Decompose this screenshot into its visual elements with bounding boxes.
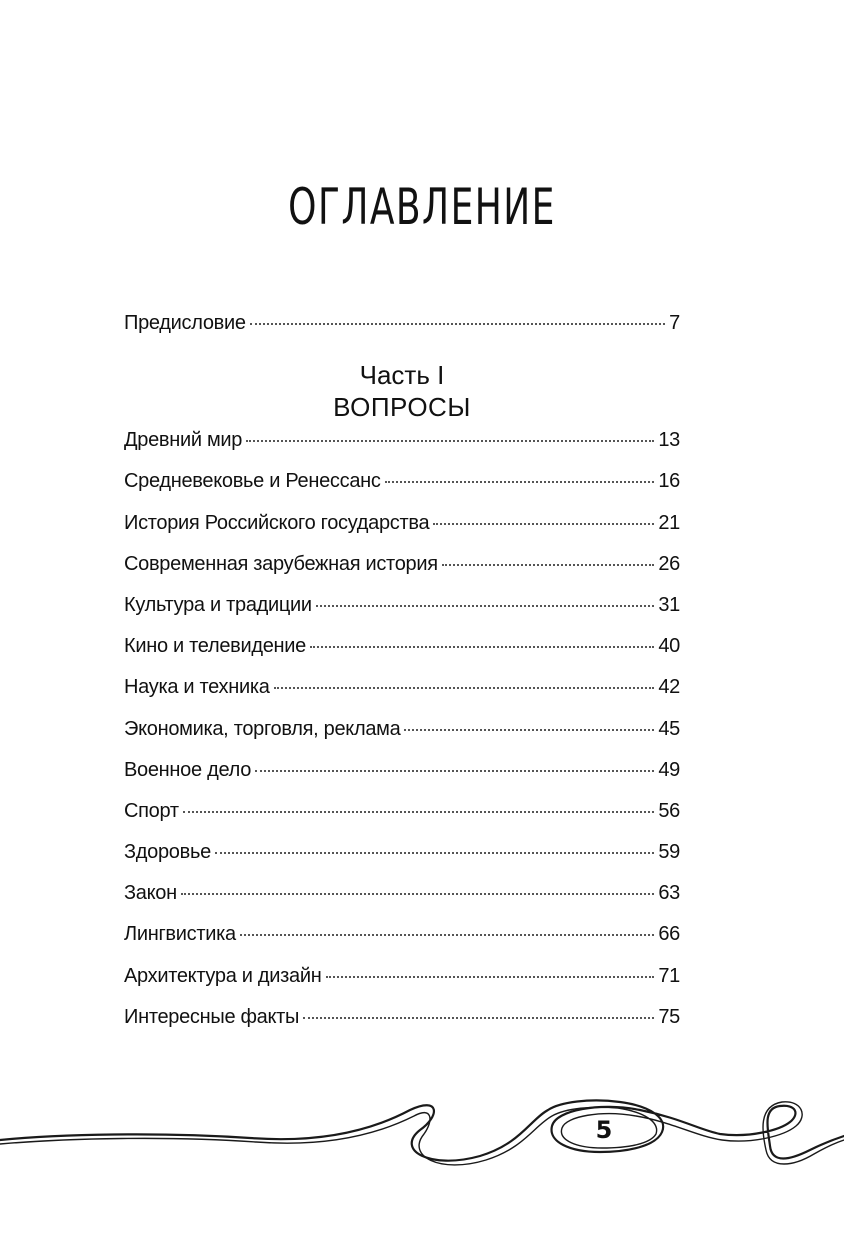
toc-entry[interactable]: [124, 718, 680, 759]
toc-entry-label: Кино и телевидение: [124, 635, 306, 658]
toc-entry[interactable]: [124, 759, 680, 800]
toc-entry[interactable]: [124, 965, 680, 1006]
toc-entry-page: 49: [658, 758, 680, 781]
dot-leader: [181, 893, 654, 895]
page-title: ОГЛАВЛЕНИЕ: [288, 178, 556, 236]
toc-entry-page: 13: [658, 429, 680, 452]
toc-entry[interactable]: [124, 800, 680, 841]
toc-entry-label: Наука и техника: [124, 676, 270, 699]
dot-leader: [303, 1017, 654, 1019]
toc-entry[interactable]: [124, 676, 680, 717]
toc-entry[interactable]: [124, 882, 680, 923]
toc-entry-label: Культура и традиции: [124, 593, 312, 616]
toc-entry-page: 63: [658, 882, 680, 905]
swirl-line: [0, 1100, 844, 1160]
dot-leader: [255, 770, 654, 772]
dot-leader: [433, 523, 654, 525]
toc-entry-label: Закон: [124, 882, 177, 905]
dot-leader: [246, 440, 654, 442]
table-of-contents: [124, 312, 680, 1047]
toc-entry[interactable]: [124, 553, 680, 594]
toc-entry[interactable]: [124, 1006, 680, 1047]
dot-leader: [310, 646, 654, 648]
toc-entry-label: Лингвистика: [124, 923, 236, 946]
toc-entry[interactable]: [124, 512, 680, 553]
toc-entry-page: 66: [658, 923, 680, 946]
toc-entry-label: Предисловие: [124, 312, 246, 334]
swirl-ornament: [0, 1090, 844, 1190]
toc-entry[interactable]: [124, 841, 680, 882]
dot-leader: [240, 934, 655, 936]
toc-entry-page: 75: [658, 1005, 680, 1028]
toc-entry-page: 71: [658, 964, 680, 987]
toc-entry[interactable]: [124, 594, 680, 635]
toc-entry-label: История Российского государства: [124, 511, 430, 534]
dot-leader: [274, 687, 655, 689]
toc-entry-page: 26: [658, 552, 680, 575]
part-heading: [124, 359, 680, 423]
toc-entry-page: 45: [658, 717, 680, 740]
toc-entry-page: 56: [658, 799, 680, 822]
toc-entry-page: 21: [658, 511, 680, 534]
dot-leader: [404, 729, 654, 731]
part-title: ВОПРОСЫ: [333, 392, 471, 423]
toc-entry-label: Интересные факты: [124, 1005, 300, 1028]
toc-entry[interactable]: [124, 923, 680, 964]
page-number: 5: [595, 1116, 613, 1144]
toc-list: [124, 429, 680, 1047]
toc-entry-label: Экономика, торговля, реклама: [124, 717, 401, 740]
dot-leader: [385, 481, 655, 483]
dot-leader: [326, 976, 655, 978]
toc-entry-page: 59: [658, 841, 680, 864]
toc-entry[interactable]: [124, 429, 680, 470]
toc-entry-label: Архитектура и дизайн: [124, 964, 322, 987]
toc-entry-page: 31: [658, 593, 680, 616]
toc-entry-page: 40: [658, 635, 680, 658]
dot-leader: [316, 605, 655, 607]
dot-leader: [215, 852, 654, 854]
toc-entry-label: Древний мир: [124, 429, 243, 452]
dot-leader: [250, 323, 666, 325]
toc-entry-label: Средневековье и Ренессанс: [124, 470, 381, 493]
dot-leader: [442, 564, 655, 566]
toc-entry-page: 7: [669, 312, 680, 334]
dot-leader: [183, 811, 655, 813]
toc-entry-page: 16: [658, 470, 680, 493]
toc-entry-label: Современная зарубежная история: [124, 552, 438, 575]
toc-entry-label: Военное дело: [124, 758, 252, 781]
toc-entry-preface[interactable]: [124, 312, 680, 353]
toc-entry[interactable]: [124, 470, 680, 511]
toc-entry-page: 42: [658, 676, 680, 699]
toc-entry[interactable]: [124, 635, 680, 676]
toc-entry-label: Здоровье: [124, 841, 211, 864]
toc-entry-label: Спорт: [124, 799, 179, 822]
part-number: Часть I: [359, 360, 445, 391]
